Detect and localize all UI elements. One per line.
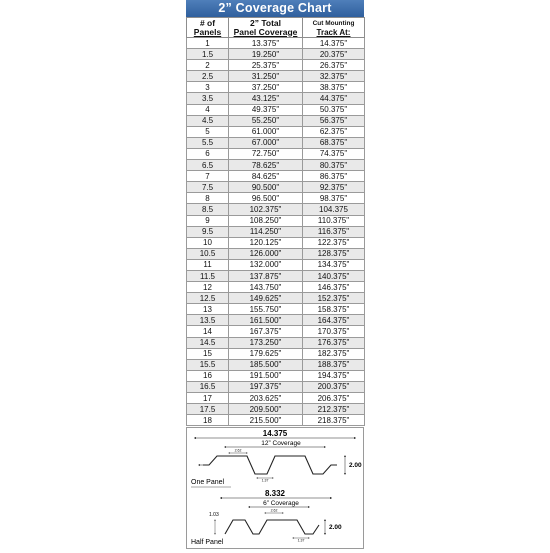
cell-coverage: 120.125" [229, 237, 303, 248]
cell-coverage: 61.000" [229, 126, 303, 137]
cell-track: 14.375" [303, 38, 365, 49]
table-row [187, 315, 365, 326]
table-body [187, 38, 365, 426]
table-row [187, 60, 365, 71]
cell-track: 68.375" [303, 137, 365, 148]
cell-track: 74.375" [303, 148, 365, 159]
cell-panels: 6.5 [187, 160, 229, 171]
cell-panels: 13.5 [187, 315, 229, 326]
cell-coverage: 84.625" [229, 171, 303, 182]
table-row [187, 248, 365, 259]
cell-coverage: 173.250" [229, 337, 303, 348]
cell-track: 134.375" [303, 259, 365, 270]
panel-diagram [187, 428, 363, 548]
header-panels [187, 18, 229, 38]
one-panel-diagram [191, 429, 362, 487]
header-panels-bottom: Panels [193, 26, 222, 37]
cell-panels: 14.5 [187, 337, 229, 348]
cell-panels: 7 [187, 171, 229, 182]
cell-track: 32.375" [303, 71, 365, 82]
cell-coverage: 132.000" [229, 259, 303, 270]
cell-panels: 13 [187, 304, 229, 315]
half-panel-height-label: 2.00 [329, 524, 342, 531]
table-row [187, 71, 365, 82]
cell-coverage: 143.750" [229, 282, 303, 293]
cell-track: 182.375" [303, 348, 365, 359]
table-row [187, 359, 365, 370]
cell-track: 56.375" [303, 115, 365, 126]
cell-coverage: 191.500" [229, 370, 303, 381]
cell-track: 140.375" [303, 270, 365, 281]
coverage-chart-sheet [186, 0, 364, 550]
cell-track: 116.375" [303, 226, 365, 237]
cell-panels: 15.5 [187, 359, 229, 370]
cell-track: 122.375" [303, 237, 365, 248]
header-coverage-top: 2” Total [249, 17, 281, 28]
cell-track: 218.375" [303, 415, 365, 426]
table-row [187, 282, 365, 293]
cell-panels: 10 [187, 237, 229, 248]
table-row [187, 415, 365, 426]
cell-track: 212.375" [303, 404, 365, 415]
cell-panels: 15 [187, 348, 229, 359]
half-panel-side-label: 1.03 [209, 512, 219, 518]
one-panel-bottom-dim: 1.37 [261, 478, 269, 483]
half-panel-diagram [191, 489, 342, 546]
table-row [187, 226, 365, 237]
cell-track: 188.375" [303, 359, 365, 370]
cell-coverage: 13.375" [229, 38, 303, 49]
cell-track: 62.375" [303, 126, 365, 137]
cell-coverage: 37.250" [229, 82, 303, 93]
cell-track: 86.375" [303, 171, 365, 182]
one-panel-top-dim: 2.62 [234, 448, 242, 453]
table-row [187, 204, 365, 215]
table-row [187, 182, 365, 193]
cell-panels: 3 [187, 82, 229, 93]
cell-panels: 4 [187, 104, 229, 115]
cell-track: 176.375" [303, 337, 365, 348]
chart-title: 2” Coverage Chart [186, 0, 364, 17]
cell-panels: 2 [187, 60, 229, 71]
cell-coverage: 161.500" [229, 315, 303, 326]
cell-track: 104.375 [303, 204, 365, 215]
cell-coverage: 203.625" [229, 393, 303, 404]
table-header-row [187, 18, 365, 38]
cell-coverage: 126.000" [229, 248, 303, 259]
cell-panels: 6 [187, 148, 229, 159]
one-panel-coverage-label: 12” Coverage [261, 440, 301, 447]
header-panels-top: # of [199, 17, 216, 28]
cell-track: 206.375" [303, 393, 365, 404]
cell-panels: 8.5 [187, 204, 229, 215]
cell-coverage: 179.625" [229, 348, 303, 359]
cell-track: 20.375" [303, 49, 365, 60]
half-panel-caption: Half Panel [191, 539, 224, 546]
cell-coverage: 167.375" [229, 326, 303, 337]
cell-coverage: 72.750" [229, 148, 303, 159]
header-track-bottom: Track At: [316, 27, 351, 37]
cell-panels: 3.5 [187, 93, 229, 104]
cell-panels: 17.5 [187, 404, 229, 415]
table-row [187, 137, 365, 148]
cell-track: 98.375" [303, 193, 365, 204]
table-row [187, 404, 365, 415]
coverage-table [186, 17, 365, 426]
cell-track: 92.375" [303, 182, 365, 193]
cell-panels: 10.5 [187, 248, 229, 259]
table-row [187, 270, 365, 281]
cell-coverage: 149.625" [229, 293, 303, 304]
table-row [187, 93, 365, 104]
cell-coverage: 96.500" [229, 193, 303, 204]
half-panel-top-dim: 2.62 [270, 508, 278, 513]
cell-coverage: 215.500" [229, 415, 303, 426]
table-row [187, 326, 365, 337]
cell-track: 128.375" [303, 248, 365, 259]
table-row [187, 126, 365, 137]
half-panel-width-label: 8.332 [264, 489, 286, 498]
table-row [187, 215, 365, 226]
table-row [187, 160, 365, 171]
cell-coverage: 19.250" [229, 49, 303, 60]
cell-panels: 7.5 [187, 182, 229, 193]
cell-panels: 11.5 [187, 270, 229, 281]
cell-panels: 1 [187, 38, 229, 49]
one-panel-height-label: 2.00 [349, 462, 362, 469]
table-row [187, 38, 365, 49]
cell-coverage: 55.250" [229, 115, 303, 126]
cell-coverage: 78.625" [229, 160, 303, 171]
cell-track: 170.375" [303, 326, 365, 337]
table-row [187, 171, 365, 182]
cell-coverage: 102.375" [229, 204, 303, 215]
table-row [187, 381, 365, 392]
cell-panels: 17 [187, 393, 229, 404]
cell-coverage: 209.500" [229, 404, 303, 415]
cell-panels: 5.5 [187, 137, 229, 148]
cell-track: 50.375" [303, 104, 365, 115]
header-coverage-bottom: Panel Coverage [233, 26, 298, 37]
cell-panels: 8 [187, 193, 229, 204]
cell-panels: 2.5 [187, 71, 229, 82]
cell-coverage: 67.000" [229, 137, 303, 148]
cell-panels: 12.5 [187, 293, 229, 304]
half-panel-profile [225, 520, 319, 534]
cell-panels: 4.5 [187, 115, 229, 126]
table-row [187, 393, 365, 404]
table-row [187, 193, 365, 204]
header-coverage [229, 18, 303, 38]
table-row [187, 293, 365, 304]
cell-coverage: 25.375" [229, 60, 303, 71]
header-track [303, 18, 365, 38]
cell-panels: 1.5 [187, 49, 229, 60]
cell-coverage: 197.375" [229, 381, 303, 392]
cell-panels: 16 [187, 370, 229, 381]
cell-coverage: 155.750" [229, 304, 303, 315]
cell-track: 44.375" [303, 93, 365, 104]
table-row [187, 337, 365, 348]
cell-panels: 9 [187, 215, 229, 226]
cell-track: 26.375" [303, 60, 365, 71]
cell-coverage: 114.250" [229, 226, 303, 237]
cell-coverage: 185.500" [229, 359, 303, 370]
cell-track: 80.375" [303, 160, 365, 171]
cell-coverage: 49.375" [229, 104, 303, 115]
table-row [187, 304, 365, 315]
table-row [187, 82, 365, 93]
one-panel-profile [203, 456, 337, 474]
cell-panels: 16.5 [187, 381, 229, 392]
panel-diagram-box [186, 427, 364, 549]
cell-panels: 12 [187, 282, 229, 293]
table-row [187, 259, 365, 270]
cell-panels: 9.5 [187, 226, 229, 237]
cell-track: 146.375" [303, 282, 365, 293]
header-track-top: Cut Mounting [312, 19, 355, 27]
cell-panels: 11 [187, 259, 229, 270]
table-row [187, 115, 365, 126]
cell-coverage: 90.500" [229, 182, 303, 193]
cell-coverage: 108.250" [229, 215, 303, 226]
cell-track: 158.375" [303, 304, 365, 315]
cell-track: 164.375" [303, 315, 365, 326]
cell-coverage: 31.250" [229, 71, 303, 82]
cell-panels: 5 [187, 126, 229, 137]
cell-track: 38.375" [303, 82, 365, 93]
cell-panels: 18 [187, 415, 229, 426]
table-row [187, 348, 365, 359]
table-row [187, 370, 365, 381]
one-panel-caption: One Panel [191, 479, 225, 486]
table-row [187, 237, 365, 248]
table-row [187, 49, 365, 60]
cell-coverage: 43.125" [229, 93, 303, 104]
cell-track: 194.375" [303, 370, 365, 381]
table-row [187, 148, 365, 159]
cell-track: 200.375" [303, 381, 365, 392]
cell-panels: 14 [187, 326, 229, 337]
half-panel-coverage-label: 6” Coverage [263, 500, 299, 507]
half-panel-bottom-dim: 1.37 [297, 538, 305, 543]
one-panel-width-label: 14.375 [262, 429, 288, 438]
table-row [187, 104, 365, 115]
cell-coverage: 137.875" [229, 270, 303, 281]
cell-track: 152.375" [303, 293, 365, 304]
cell-track: 110.375" [303, 215, 365, 226]
